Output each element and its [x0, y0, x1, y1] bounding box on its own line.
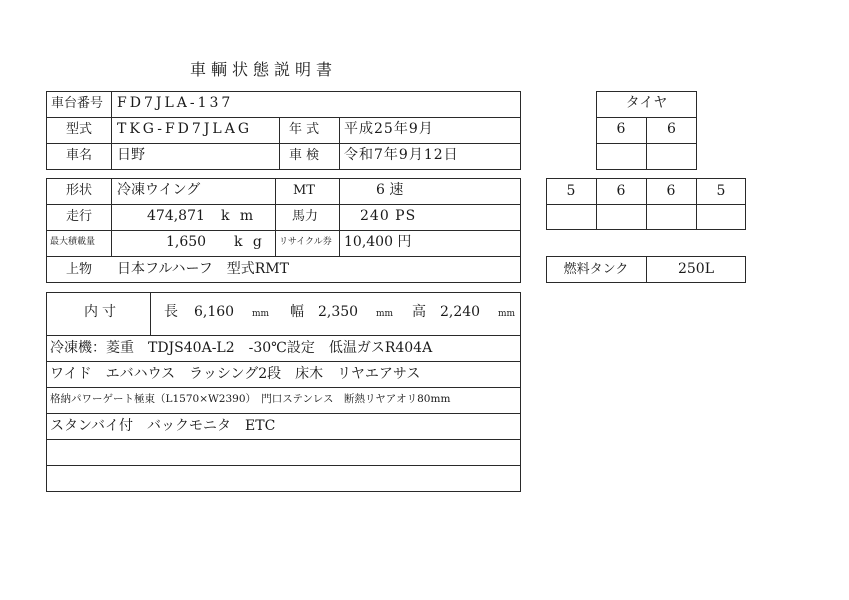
maker-label: 車名: [66, 148, 93, 163]
length-label: 長: [164, 304, 178, 320]
width-value: 2,350: [318, 304, 359, 320]
dimensions-label: 内寸: [84, 304, 120, 320]
tire-rear-1: 5: [566, 183, 576, 199]
inspection-value: 令和7年9月12日: [344, 147, 459, 163]
note-line: 冷凍機：菱重 TDJS40A-L2 -30℃設定 低温ガスR404A: [50, 340, 433, 356]
fuel-tank-value: 250L: [677, 261, 715, 277]
chassis-number-value: FD7JLA-137: [117, 95, 234, 111]
inspection-label: 車 検: [289, 148, 320, 163]
note-line: スタンバイ付 バックモニタ ETC: [50, 418, 276, 434]
note-line: 格納パワーゲート極東（L1570×W2390） 門口ステンレス 断熱リヤアオリ80mm: [50, 393, 451, 405]
transmission-value: 6 速: [376, 182, 404, 198]
height-unit: mm: [498, 309, 516, 319]
shape-value: 冷凍ウイング: [117, 182, 201, 198]
chassis-number-label: 車台番号: [51, 96, 104, 111]
max-load-unit: k g: [234, 234, 265, 250]
body-label: 上物: [66, 262, 93, 277]
model-label: 型式: [66, 122, 93, 137]
tire-label: タイヤ: [625, 95, 668, 111]
year-label: 年 式: [289, 122, 320, 137]
recycle-value: 10,400 円: [344, 234, 412, 250]
width-unit: mm: [376, 309, 394, 319]
length-unit: mm: [252, 309, 270, 319]
tire-front-left: 6: [616, 121, 626, 137]
height-label: 高: [412, 304, 426, 320]
power-label: 馬力: [292, 209, 319, 224]
tire-rear-3: 6: [666, 183, 676, 199]
details-table: [46, 292, 521, 492]
tire-rear-4: 5: [716, 183, 726, 199]
max-load-value: 1,650: [166, 234, 207, 250]
recycle-label: リサイクル券: [279, 237, 332, 247]
mileage-unit: k m: [221, 208, 257, 224]
year-value: 平成25年9月: [344, 121, 434, 137]
fuel-tank-label: 燃料タンク: [563, 262, 629, 277]
tire-front-right: 6: [667, 121, 676, 137]
model-value: TKG-FD7JLAG: [117, 121, 253, 137]
length-value: 6,160: [194, 304, 235, 320]
shape-label: 形状: [66, 183, 93, 198]
transmission-label: MT: [293, 183, 315, 198]
mileage-value: 474,871: [147, 208, 205, 224]
power-value: 240 PS: [360, 208, 417, 224]
tire-rear-2: 6: [616, 183, 626, 199]
mileage-label: 走行: [66, 209, 93, 224]
page-title: 車輌状態説明書: [190, 60, 338, 79]
body-value: 日本フルハーフ 型式RMT: [117, 261, 289, 277]
height-value: 2,240: [440, 304, 481, 320]
note-line: ワイド エバハウス ラッシング2段 床木 リヤエアサス: [50, 366, 421, 382]
max-load-label: 最大積載量: [50, 237, 96, 247]
width-label: 幅: [290, 304, 304, 320]
maker-value: 日野: [117, 147, 145, 163]
